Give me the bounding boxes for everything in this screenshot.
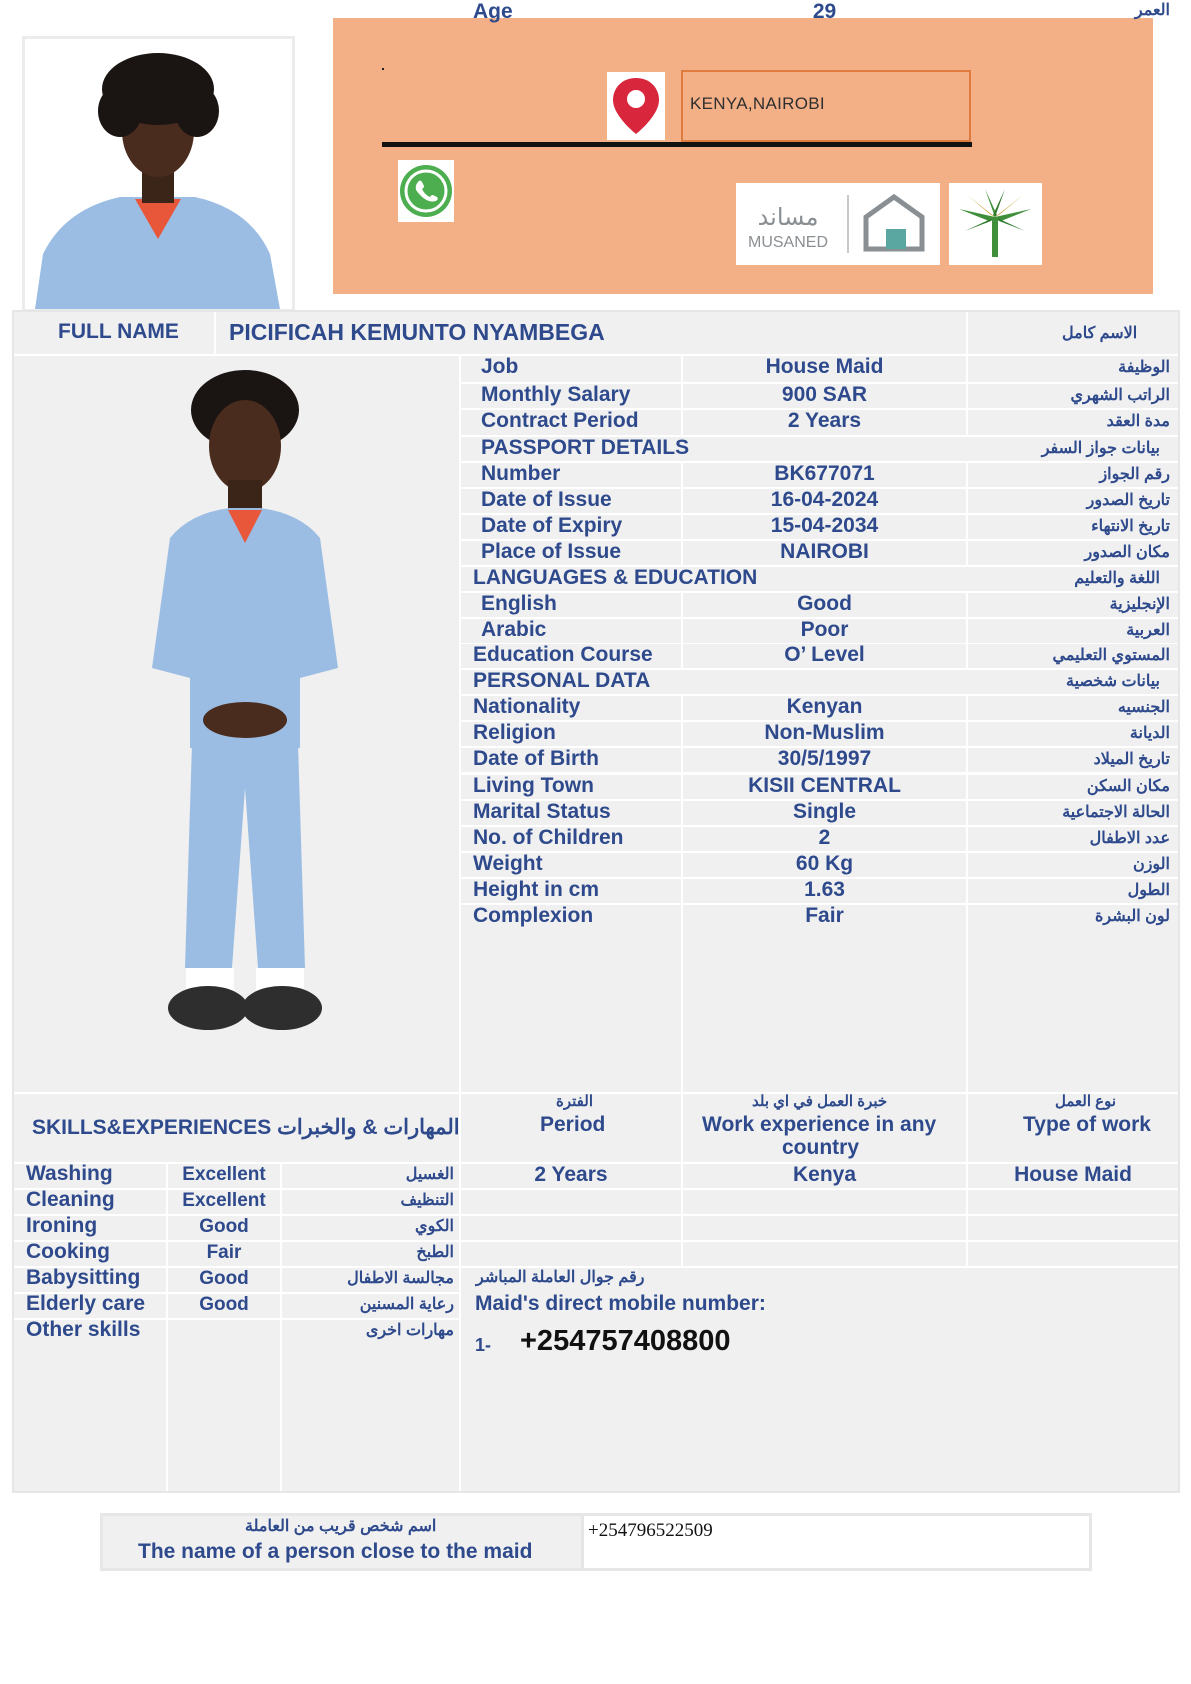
detail-label: Date of Birth: [473, 747, 599, 770]
skill-ar: التنظيف: [400, 1192, 454, 1209]
detail-label: Religion: [473, 721, 556, 744]
skill-name-cell: [14, 1320, 166, 1491]
skill-level: Good: [199, 1216, 249, 1237]
country-header-en-2: country: [782, 1136, 860, 1159]
detail-label-ar: الجنسيه: [1117, 699, 1170, 716]
ministry-logo: [949, 183, 1042, 265]
exp-empty-cell: [461, 1190, 681, 1214]
skill-name: Other skills: [26, 1318, 141, 1341]
detail-label-ar: عدد الاطفال: [1089, 830, 1170, 847]
detail-value: 60 Kg: [795, 852, 854, 875]
detail-label-ar: العمر: [1134, 2, 1170, 19]
detail-label: Living Town: [473, 774, 594, 797]
country-header-en-1: Work experience in any: [702, 1113, 937, 1136]
detail-value: Fair: [805, 904, 844, 927]
exp-empty-cell: [461, 1216, 681, 1240]
skill-level: Excellent: [182, 1190, 266, 1211]
detail-label: No. of Children: [473, 826, 624, 849]
skill-name: Washing: [26, 1162, 113, 1185]
section-title-ar: بيانات شخصية: [1065, 673, 1160, 690]
detail-label-ar: الديانة: [1129, 725, 1170, 742]
detail-value: NAIROBI: [780, 540, 869, 563]
skill-name: Babysitting: [26, 1266, 141, 1289]
type-header-ar: نوع العمل: [1055, 1093, 1117, 1110]
skill-level: Good: [199, 1268, 249, 1289]
header-dot: [382, 68, 384, 70]
detail-value: 16-04-2024: [770, 488, 879, 511]
detail-filler: [461, 931, 681, 1092]
detail-value: House Maid: [765, 355, 884, 378]
period-header-en: Period: [540, 1113, 606, 1136]
musaned-ar-text: مساند: [757, 203, 819, 231]
detail-label-ar: رقم الجواز: [1099, 466, 1170, 483]
detail-value: Good: [797, 592, 852, 615]
detail-label-ar: الطول: [1127, 882, 1170, 899]
location-text: KENYA,NAIROBI: [690, 94, 825, 113]
detail-label: Date of Issue: [481, 488, 612, 511]
period-header-ar: الفترة: [556, 1093, 593, 1110]
detail-value: O’ Level: [784, 643, 865, 666]
exp-empty-cell: [683, 1242, 966, 1266]
detail-value: Single: [792, 800, 856, 823]
detail-label: Monthly Salary: [481, 383, 631, 406]
skills-title: SKILLS&EXPERIENCES المهارات & والخبرات: [32, 1116, 460, 1139]
exp-period: 2 Years: [534, 1163, 608, 1186]
header-rule: [382, 142, 972, 147]
detail-label-ar: الراتب الشهري: [1070, 387, 1170, 404]
detail-value: Non-Muslim: [764, 721, 885, 744]
maid-photo-full: [140, 368, 350, 1078]
mobile-number: +254757408800: [520, 1325, 731, 1357]
detail-label: Contract Period: [481, 409, 639, 432]
detail-label-ar: الوزن: [1132, 856, 1170, 873]
type-header-en: Type of work: [1023, 1113, 1151, 1136]
detail-value: Poor: [800, 618, 849, 641]
skill-name: Cleaning: [26, 1188, 115, 1211]
skill-ar: الكوي: [415, 1218, 454, 1235]
contact-label-en: The name of a person close to the maid: [138, 1540, 533, 1563]
contact-label-ar: اسم شخص قريب من العاملة: [245, 1518, 437, 1535]
detail-label: Education Course: [473, 643, 653, 666]
contact-divider: [581, 1516, 584, 1568]
detail-label: Number: [481, 462, 561, 485]
detail-label-ar: تاريخ الصدور: [1086, 492, 1170, 509]
whatsapp-icon: [398, 160, 454, 222]
musaned-logo: [736, 183, 940, 265]
skill-level-cell: [168, 1320, 280, 1491]
maid-photo-small: [22, 36, 295, 312]
section-title: LANGUAGES & EDUCATION: [473, 566, 758, 589]
exp-empty-cell: [968, 1242, 1178, 1266]
detail-label-ar: مدة العقد: [1106, 413, 1170, 430]
detail-label: Place of Issue: [481, 540, 622, 563]
skill-ar: الغسيل: [405, 1166, 454, 1183]
detail-label-ar: العربية: [1126, 622, 1170, 639]
detail-label-ar: الحالة الاجتماعية: [1062, 804, 1170, 821]
section-title: PERSONAL DATA: [473, 669, 651, 692]
detail-value: BK677071: [774, 462, 875, 485]
skill-ar: مهارات اخرى: [365, 1322, 454, 1339]
exp-empty-cell: [683, 1190, 966, 1214]
detail-value: 30/5/1997: [777, 747, 872, 770]
detail-label-ar: مكان الصدور: [1084, 544, 1170, 561]
section-title-ar: بيانات جواز السفر: [1041, 440, 1160, 457]
detail-label-ar: تاريخ الانتهاء: [1091, 518, 1170, 535]
exp-empty-cell: [683, 1216, 966, 1240]
skill-ar: مجالسة الاطفال: [347, 1270, 454, 1287]
skill-ar: رعاية المسنين: [359, 1296, 454, 1313]
skill-level: Good: [199, 1294, 249, 1315]
exp-country: Kenya: [792, 1163, 857, 1186]
detail-label-ar: مكان السكن: [1086, 778, 1170, 795]
detail-label: Age: [473, 0, 513, 23]
skill-name: Cooking: [26, 1240, 110, 1263]
skill-name: Elderly care: [26, 1292, 146, 1315]
section-title: PASSPORT DETAILS: [481, 436, 690, 459]
skill-ar: الطبخ: [416, 1244, 454, 1261]
skill-ar-cell: [282, 1320, 459, 1491]
exp-empty-cell: [968, 1216, 1178, 1240]
detail-label: Nationality: [473, 695, 581, 718]
contact-value: +254796522509: [588, 1520, 713, 1541]
detail-label: Height in cm: [473, 878, 600, 901]
detail-label-ar: الإنجليزية: [1109, 596, 1170, 613]
detail-value: 29: [812, 0, 837, 23]
country-header-ar: خبرة العمل في اي بلد: [752, 1093, 888, 1110]
detail-value: 15-04-2034: [770, 514, 879, 537]
full-name-label: FULL NAME: [58, 320, 179, 343]
location-pin-icon: [607, 72, 665, 140]
detail-label: Date of Expiry: [481, 514, 623, 537]
detail-label-ar: لون البشرة: [1095, 908, 1170, 925]
detail-value: 2 Years: [787, 409, 862, 432]
detail-value: KISII CENTRAL: [748, 774, 901, 797]
exp-type: House Maid: [1014, 1163, 1132, 1186]
detail-label: Weight: [473, 852, 543, 875]
detail-filler: [683, 931, 966, 1092]
detail-value: 1.63: [804, 878, 845, 901]
detail-label: Complexion: [473, 904, 594, 927]
exp-empty-cell: [461, 1242, 681, 1266]
skill-level: Excellent: [182, 1164, 266, 1185]
detail-label-ar: الوظيفة: [1118, 359, 1170, 376]
skill-level: Fair: [206, 1242, 242, 1263]
detail-label: English: [481, 592, 557, 615]
detail-label: Marital Status: [473, 800, 611, 823]
detail-label: Job: [481, 355, 519, 378]
detail-value: 900 SAR: [781, 383, 868, 406]
skill-name: Ironing: [26, 1214, 98, 1237]
mobile-label-en: Maid's direct mobile number:: [475, 1292, 766, 1315]
mobile-index: 1-: [475, 1335, 492, 1355]
exp-empty-cell: [968, 1190, 1178, 1214]
full-name-ar: الاسم كامل: [1062, 325, 1138, 342]
section-title-ar: اللغة والتعليم: [1074, 570, 1160, 587]
detail-value: Kenyan: [786, 695, 863, 718]
detail-label: Arabic: [481, 618, 547, 641]
detail-filler: [968, 931, 1178, 1092]
mobile-label-ar: رقم جوال العاملة المباشر: [476, 1269, 645, 1286]
detail-value: 2: [818, 826, 831, 849]
detail-label-ar: المستوي التعليمي: [1052, 647, 1170, 664]
detail-label-ar: تاريخ الميلاد: [1093, 751, 1170, 768]
musaned-en-text: MUSANED: [747, 234, 829, 251]
full-name-value: PICIFICAH KEMUNTO NYAMBEGA: [229, 319, 605, 345]
